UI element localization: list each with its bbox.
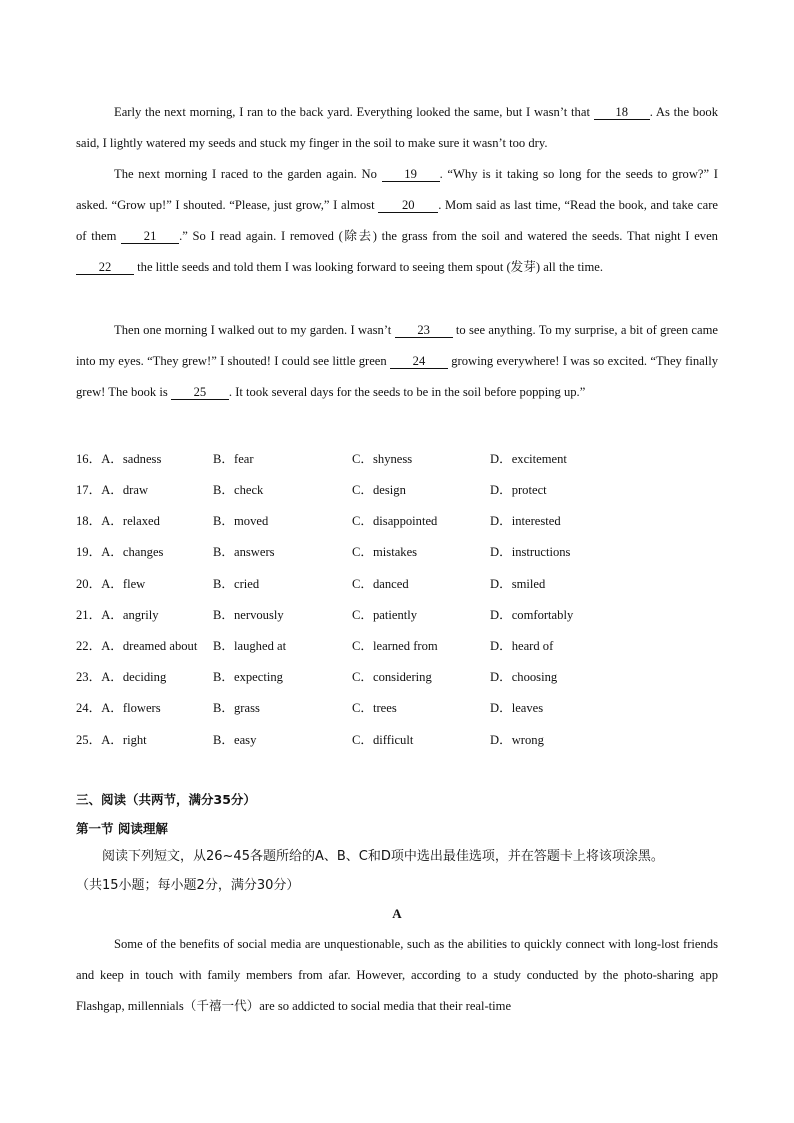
option-a[interactable]: 16．A．sadness xyxy=(76,452,162,466)
option-a[interactable]: 24．A．flowers xyxy=(76,701,161,715)
blank-24[interactable]: 24 xyxy=(390,355,448,369)
option-d[interactable]: D．interested xyxy=(490,514,561,528)
instruction-line-2: （共15小题；每小题2分，满分30分） xyxy=(76,878,300,893)
option-a[interactable]: 20．A．flew xyxy=(76,577,146,591)
blank-21[interactable]: 21 xyxy=(121,230,179,244)
option-b[interactable]: B．grass xyxy=(213,701,260,715)
option-b[interactable]: B．moved xyxy=(213,514,269,528)
passage-a-text: Some of the benefits of social media are unquestionable, such as the abilities to quickly connect with long-lost friends and keep in touch with family members from afar. However, according to a study conducted by the photo-sharing app Flashgap, millennials（千禧一代）are so addicted to social media that their real-time xyxy=(76,937,718,1014)
option-a[interactable]: 21．A．angrily xyxy=(76,608,159,622)
option-a[interactable]: 17．A．draw xyxy=(76,483,149,497)
blank-19[interactable]: 19 xyxy=(382,168,440,182)
option-a[interactable]: 19．A．changes xyxy=(76,545,164,559)
option-a[interactable]: 25．A．right xyxy=(76,733,147,747)
option-b[interactable]: B．check xyxy=(213,483,264,497)
option-c[interactable]: C．danced xyxy=(352,577,409,591)
option-c[interactable]: C．difficult xyxy=(352,733,414,747)
blank-22[interactable]: 22 xyxy=(76,261,134,275)
section-instructions xyxy=(76,842,718,900)
passage-paragraph-1: Early the next morning, I ran to the back yard. Everything looked the same, but I wasn’t that 18 . As the book said, I lightly watered my seeds and stuck my finger in the soil to make sure it wasn’t too dry. xyxy=(76,105,718,151)
option-a[interactable]: 23．A．deciding xyxy=(76,670,167,684)
option-d[interactable]: D．protect xyxy=(490,483,547,497)
option-c[interactable]: C．disappointed xyxy=(352,514,438,528)
option-b[interactable]: B．cried xyxy=(213,577,260,591)
instruction-line-1: 阅读下列短文，从26~45各题所给的A、B、C和D项中选出最佳选项，并在答题卡上将该项涂黑。 xyxy=(102,849,664,864)
option-a[interactable]: 22．A．dreamed about xyxy=(76,639,198,653)
passage-paragraph-3: Then one morning I walked out to my garden. I wasn’t 23 to see anything. To my surprise, a bit of green came into my eyes. “They grew!” I shouted! I could see little green 24 growing everywhere! I was so excited. “They finally grew! The book is 25 . It took several days for the seeds to be in the soil before popping up.” xyxy=(76,323,718,400)
option-a[interactable]: 18．A．relaxed xyxy=(76,514,160,528)
option-c[interactable]: C．mistakes xyxy=(352,545,418,559)
option-b[interactable]: B．fear xyxy=(213,452,254,466)
option-d[interactable]: D．leaves xyxy=(490,701,544,715)
option-c[interactable]: C．learned from xyxy=(352,639,438,653)
option-d[interactable]: D．heard of xyxy=(490,639,554,653)
option-d[interactable]: D．wrong xyxy=(490,733,544,747)
blank-23[interactable]: 23 xyxy=(395,324,453,338)
option-d[interactable]: D．instructions xyxy=(490,545,571,559)
option-c[interactable]: C．design xyxy=(352,483,406,497)
blank-20[interactable]: 20 xyxy=(378,199,438,213)
option-b[interactable]: B．laughed at xyxy=(213,639,287,653)
blank-18[interactable]: 18 xyxy=(594,106,650,120)
option-d[interactable]: D．smiled xyxy=(490,577,546,591)
option-d[interactable]: D．choosing xyxy=(490,670,558,684)
option-c[interactable]: C．patiently xyxy=(352,608,418,622)
section-title: 三、阅读（共两节，满分35分） xyxy=(76,792,256,807)
blank-25[interactable]: 25 xyxy=(171,386,229,400)
option-b[interactable]: B．easy xyxy=(213,733,257,747)
section-subtitle: 第一节 阅读理解 xyxy=(76,821,168,836)
option-b[interactable]: B．answers xyxy=(213,545,275,559)
option-d[interactable]: D．comfortably xyxy=(490,608,574,622)
passage-label: A xyxy=(392,906,402,921)
option-d[interactable]: D．excitement xyxy=(490,452,567,466)
option-c[interactable]: C．trees xyxy=(352,701,397,715)
option-b[interactable]: B．nervously xyxy=(213,608,284,622)
passage-paragraph-2: The next morning I raced to the garden again. No 19 . “Why is it taking so long for the seeds to grow?” I asked. “Grow up!” I shouted. “Please, just grow,” I almost 20 . Mom said as last time, “Read the book, and take care of them 21 .” So I read again. I removed (除去) the grass from the soil and watered the seeds. That night I even 22 the little seeds and told them I was looking forward to seeing them spout (发芽) all the time. xyxy=(76,167,718,275)
option-c[interactable]: C．shyness xyxy=(352,452,413,466)
option-b[interactable]: B．expecting xyxy=(213,670,283,684)
option-c[interactable]: C．considering xyxy=(352,670,432,684)
